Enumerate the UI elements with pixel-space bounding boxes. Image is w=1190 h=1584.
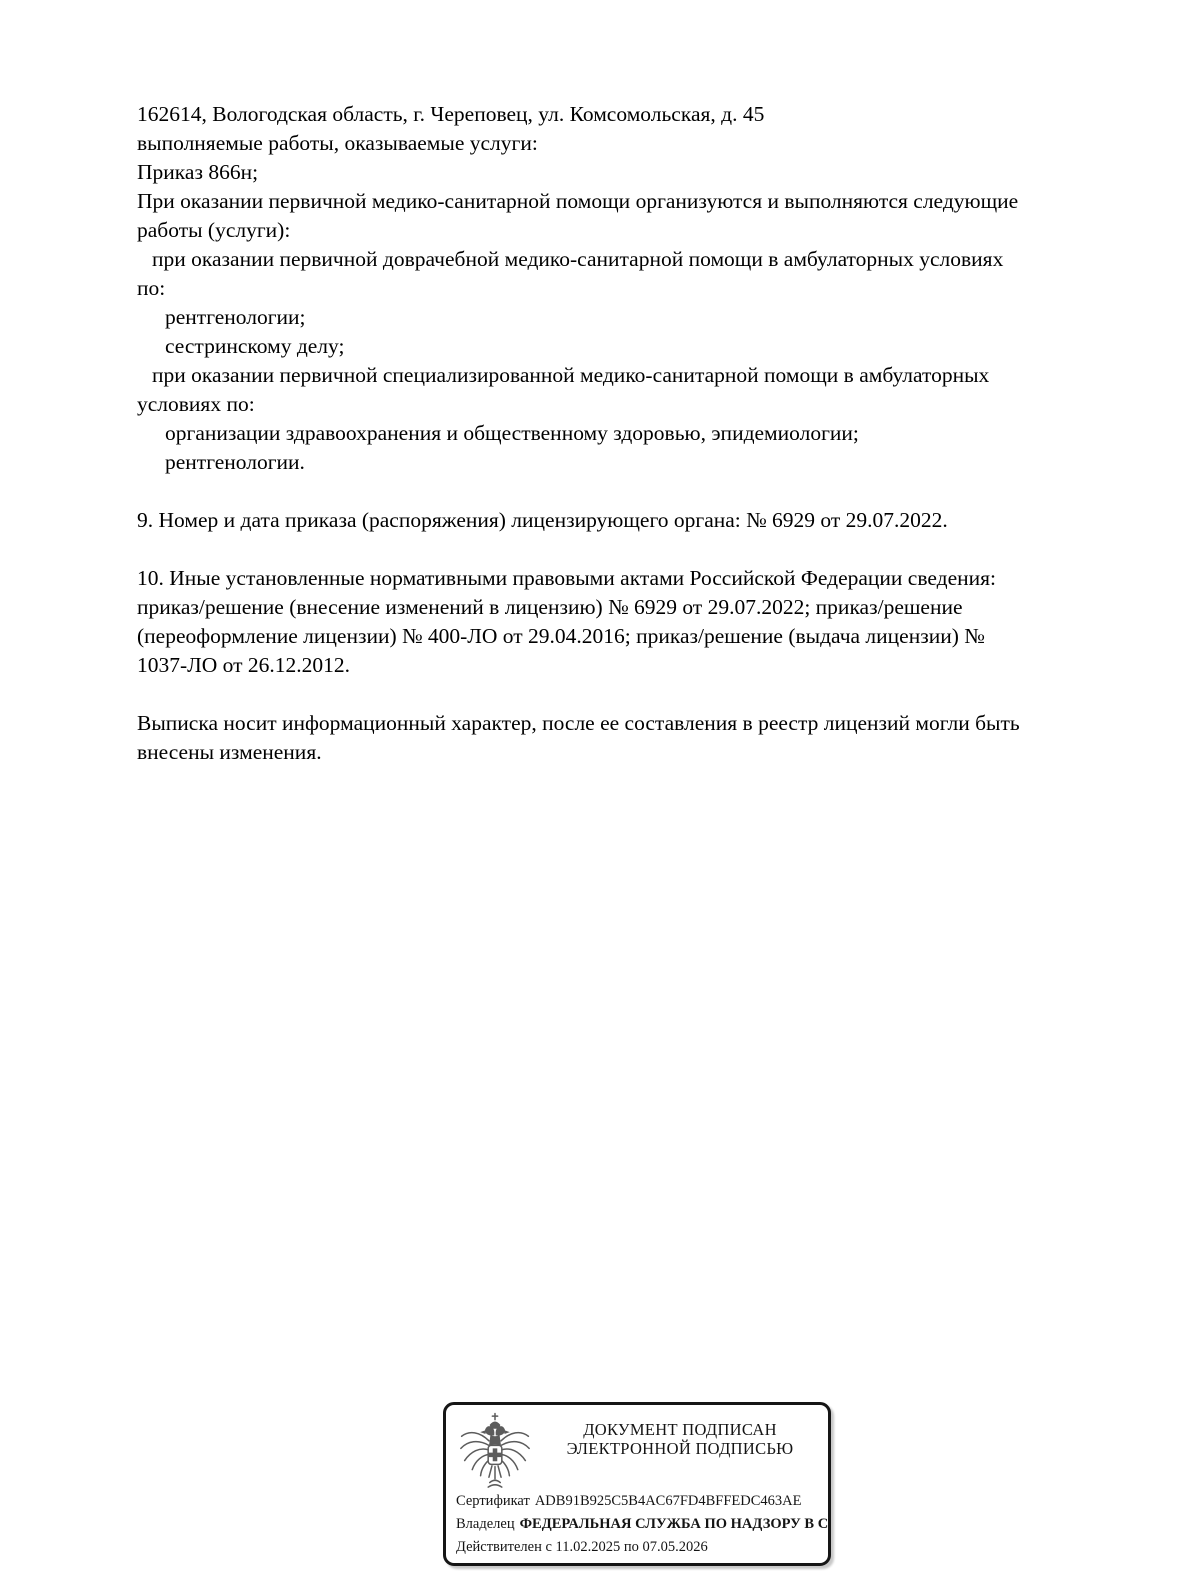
text-line: работы (услуги): bbox=[137, 218, 291, 242]
text-line: сестринскому делу; bbox=[165, 334, 345, 358]
text-line: При оказании первичной медико-санитарной помощи организуются и выполняются следующие bbox=[137, 189, 1019, 213]
validity-text: Действителен с 11.02.2025 по 07.05.2026 bbox=[456, 1539, 708, 1555]
text-line: организации здравоохранения и общественному здоровью, эпидемиологии; bbox=[165, 421, 859, 445]
stamp-title-line2: ЭЛЕКТРОННОЙ ПОДПИСЬЮ bbox=[566, 1439, 794, 1458]
owner-line bbox=[456, 1515, 828, 1533]
owner-value: ФЕДЕРАЛЬНАЯ СЛУЖБА ПО НАДЗОРУ В С bbox=[519, 1516, 829, 1532]
certificate-value: ADB91B925C5B4AC67FD4BFFEDC463AE bbox=[534, 1493, 802, 1509]
document-body bbox=[137, 100, 1112, 767]
text-line: внесены изменения. bbox=[137, 740, 322, 764]
text-line: 9. Номер и дата приказа (распоряжения) лицензирующего органа: № 6929 от 29.07.2022. bbox=[137, 508, 948, 532]
text-line: рентгенологии. bbox=[165, 450, 305, 474]
text-line: 10. Иные установленные нормативными правовыми актами Российской Федерации сведения: bbox=[137, 566, 996, 590]
signature-stamp bbox=[443, 1402, 831, 1566]
owner-label: Владелец bbox=[456, 1516, 515, 1532]
validity-line bbox=[456, 1538, 708, 1556]
text-line bbox=[137, 477, 1112, 506]
certificate-line bbox=[456, 1492, 802, 1510]
text-line: 1037-ЛО от 26.12.2012. bbox=[137, 653, 351, 677]
text-line: условиях по: bbox=[137, 392, 255, 416]
text-line: при оказании первичной доврачебной медико-санитарной помощи в амбулаторных условиях bbox=[152, 247, 1004, 271]
stamp-title bbox=[540, 1420, 820, 1458]
text-line: выполняемые работы, оказываемые услуги: bbox=[137, 131, 538, 155]
text-line bbox=[137, 680, 1112, 709]
text-line: Выписка носит информационный характер, после ее составления в реестр лицензий могли быть bbox=[137, 711, 1020, 735]
text-line: рентгенологии; bbox=[165, 305, 306, 329]
text-line bbox=[137, 535, 1112, 564]
text-line: по: bbox=[137, 276, 166, 300]
stamp-title-line1: ДОКУМЕНТ ПОДПИСАН bbox=[583, 1420, 777, 1439]
certificate-label: Сертификат bbox=[456, 1493, 530, 1509]
text-line: Приказ 866н; bbox=[137, 160, 259, 184]
text-line: (переоформление лицензии) № 400-ЛО от 29.04.2016; приказ/решение (выдача лицензии) № bbox=[137, 624, 985, 648]
text-line: при оказании первичной специализированной медико-санитарной помощи в амбулаторных bbox=[152, 363, 990, 387]
text-line: приказ/решение (внесение изменений в лицензию) № 6929 от 29.07.2022; приказ/решение bbox=[137, 595, 963, 619]
text-line: 162614, Вологодская область, г. Череповец, ул. Комсомольская, д. 45 bbox=[137, 102, 765, 126]
double-headed-eagle-icon bbox=[457, 1412, 533, 1500]
